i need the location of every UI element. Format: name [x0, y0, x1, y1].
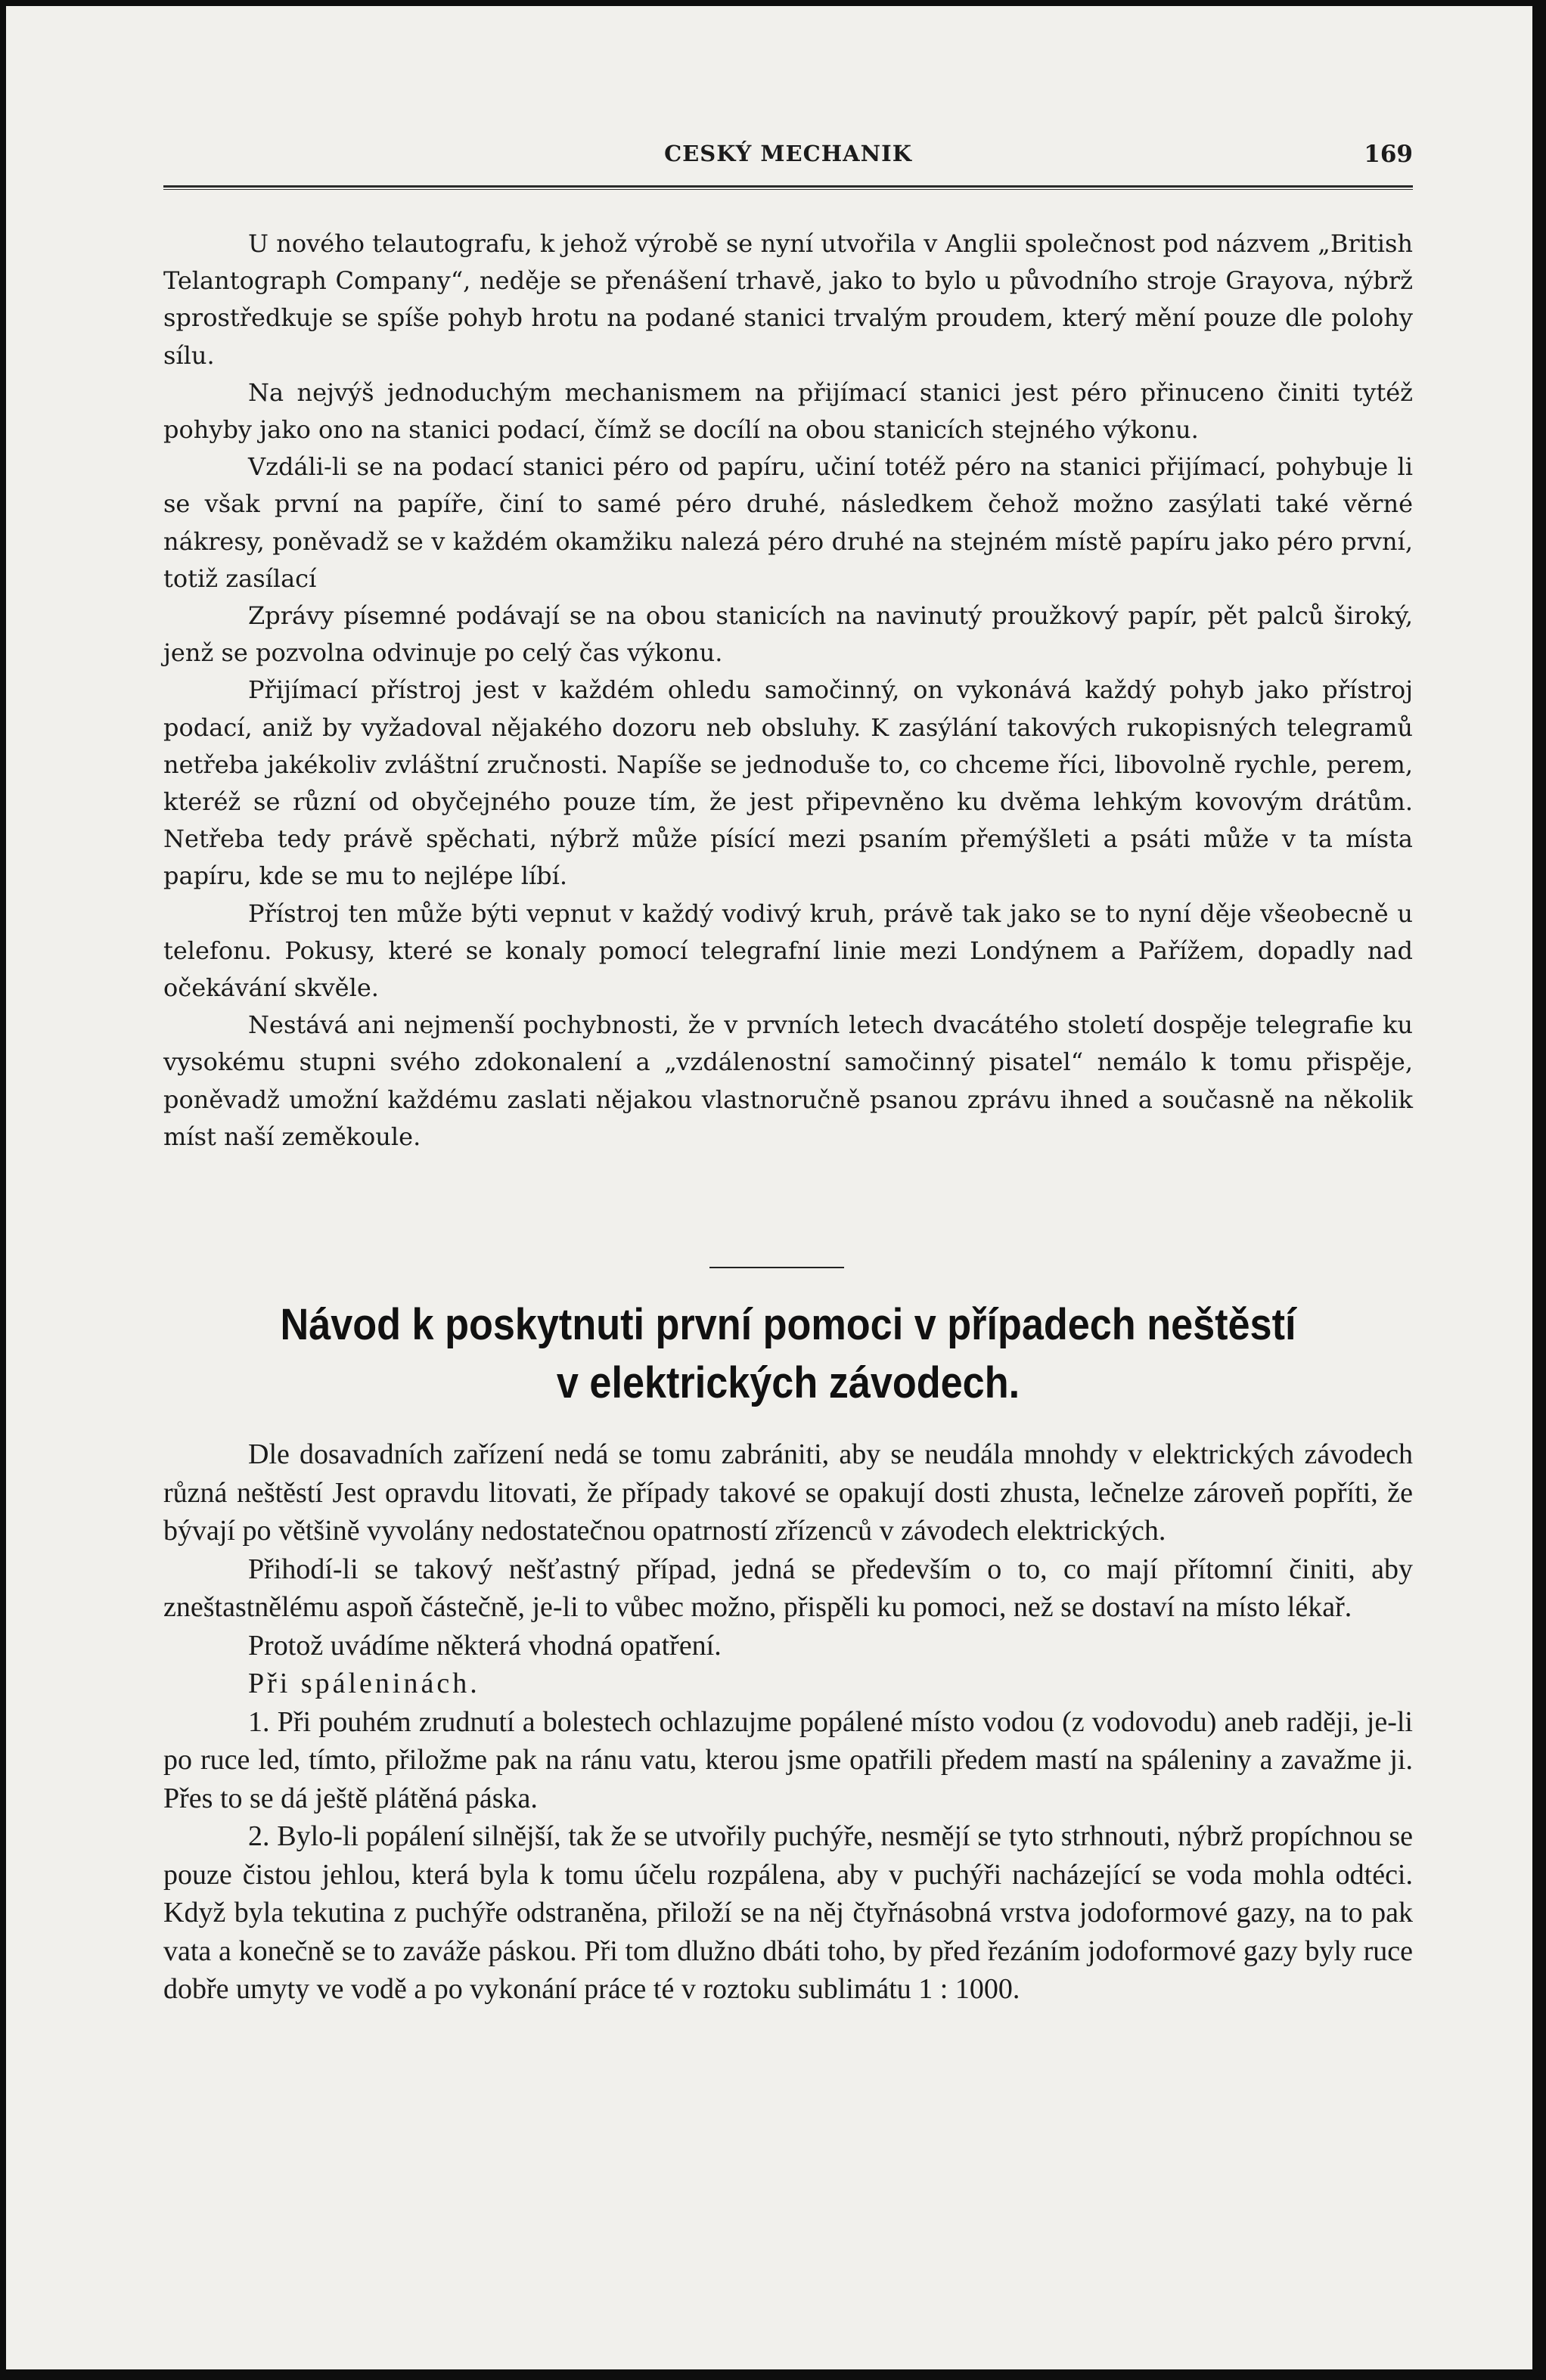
heading-line-1: Návod k poskytnuti první pomoci v případech neštěstí: [280, 1300, 1296, 1349]
subheading: Při spáleninách.: [248, 1668, 480, 1699]
heading-line-2: v elektrických závodech.: [556, 1358, 1020, 1407]
paragraph: Nestává ani nejmenší pochybnosti, že v prvních letech dvacátého století dospěje telegrafie ku vysokému stupni svého zdokonalení a „vzdálenostní samočinný pisatel“ nemálo k tomu přispěje, poněvadž umožní každému zaslati nějakou vlastnoručně psanou zprávu ihned a současně na několik míst naší zeměkoule.: [163, 1010, 1413, 1151]
page-number: 169: [1364, 141, 1413, 168]
paragraph: Vzdáli-li se na podací stanici péro od papíru, učiní totéž péro na stanici přijímací, pohybuje li se však první na papíře, činí to samé péro druhé, následkem čehož možno zasýlati také věrné nákresy, poněvadž se v každém okamžiku nalezá péro druhé na stejném místě papíru jako péro první, totiž zasílací: [163, 452, 1413, 593]
paragraph: 2. Bylo-li popálení silnější, tak že se utvořily puchýře, nesmějí se tyto strhnouti, nýbrž propíchnou se pouze čistou jehlou, která byla k tomu účelu rozpálena, aby v puchýři nacházející se voda mohla odtéci. Když byla tekutina z puchýře odstraněna, přiloží se na něj čtyřnásobná vrstva jodoformové gazy, na to pak vata a konečně se to zaváže páskou. Při tom dlužno dbáti toho, by před řezáním jodoformové gazy byly ruce dobře umyty ve vodě a po vykonání práce té v roztoku sublimátu 1 : 1000.: [163, 1820, 1413, 2005]
running-title: CESKÝ MECHANIK: [664, 141, 912, 166]
paragraph: 1. Při pouhém zrudnutí a bolestech ochlazujme popálené místo vodou (z vodovodu) aneb raději, je-li po ruce led, tímto, přiložme pak na ránu vatu, kterou jsme opatřili předem mastí na spáleniny a zavažme ji. Přes to se dá ještě plátěná páska.: [163, 1705, 1413, 1814]
paragraph: Dle dosavadních zařízení nedá se tomu zabrániti, aby se neudála mnohdy v elektrických závodech různá neštěstí Jest opravdu litovati, že případy takové se opakují dosti zhusta, lečnelze zároveň popříti, že bývají po většině vyvolány nedostatečnou opatrností zřízenců v závodech elektrických.: [163, 1438, 1413, 1547]
telautograph-article: [163, 225, 1413, 1156]
paragraph: Zprávy písemné podávají se na obou stanicích na navinutý proužkový papír, pět palců široký, jenž se pozvolna odvinuje po celý čas výkonu.: [163, 601, 1413, 668]
paragraph: U nového telautografu, k jehož výrobě se nyní utvořila v Anglii společnost pod názvem „British Telantograph Company“, neděje se přenášení trhavě, jako to bylo u původního stroje Grayova, nýbrž sprostředkuje se spíše pohyb hrotu na podané stanici trvalým proudem, který mění pouze dle polohy sílu.: [163, 229, 1413, 370]
scanned-page: [6, 6, 1532, 2369]
first-aid-article: [163, 1435, 1413, 2009]
paragraph: Protož uvádíme některá vhodná opatření.: [248, 1629, 722, 1662]
paragraph: Přihodí-li se takový nešťastný případ, jedná se především o to, co mají přítomní činiti, aby zneštastnělému aspoň částečně, je-li to vůbec možno, přispěli ku pomoci, než se dostaví na místo lékař.: [163, 1553, 1413, 1623]
section-divider: [709, 1267, 844, 1268]
article-heading: [226, 1296, 1351, 1412]
header-rule: [163, 185, 1413, 190]
paragraph: Na nejvýš jednoduchým mechanismem na přijímací stanici jest péro přinuceno činiti tytéž pohyby jako ono na stanici podací, čímž se docílí na obou stanicích stejného výkonu.: [163, 377, 1413, 445]
page-header: [163, 141, 1413, 171]
paragraph: Přijímací přístroj jest v každém ohledu samočinný, on vykonává každý pohyb jako přístroj podací, aniž by vyžadoval nějakého dozoru neb obsluhy. K zasýlání takových rukopisných telegramů netřeba jakékoliv zvláštní zručnosti. Napíše se jednoduše to, co chceme říci, libovolně rychle, perem, kteréž se různí od obyčejného pouze tím, že jest připevněno ku dvěma lehkým kovovým drátům. Netřeba tedy právě spěchati, nýbrž může písící mezi psaním přemýšleti a psáti může v ta místa papíru, kde se mu to nejlépe líbí.: [163, 675, 1413, 891]
paragraph: Přístroj ten může býti vepnut v každý vodivý kruh, právě tak jako se to nyní děje všeobecně u telefonu. Pokusy, které se konaly pomocí telegrafní linie mezi Londýnem a Pařížem, dopadly nad očekávání skvěle.: [163, 898, 1413, 1003]
